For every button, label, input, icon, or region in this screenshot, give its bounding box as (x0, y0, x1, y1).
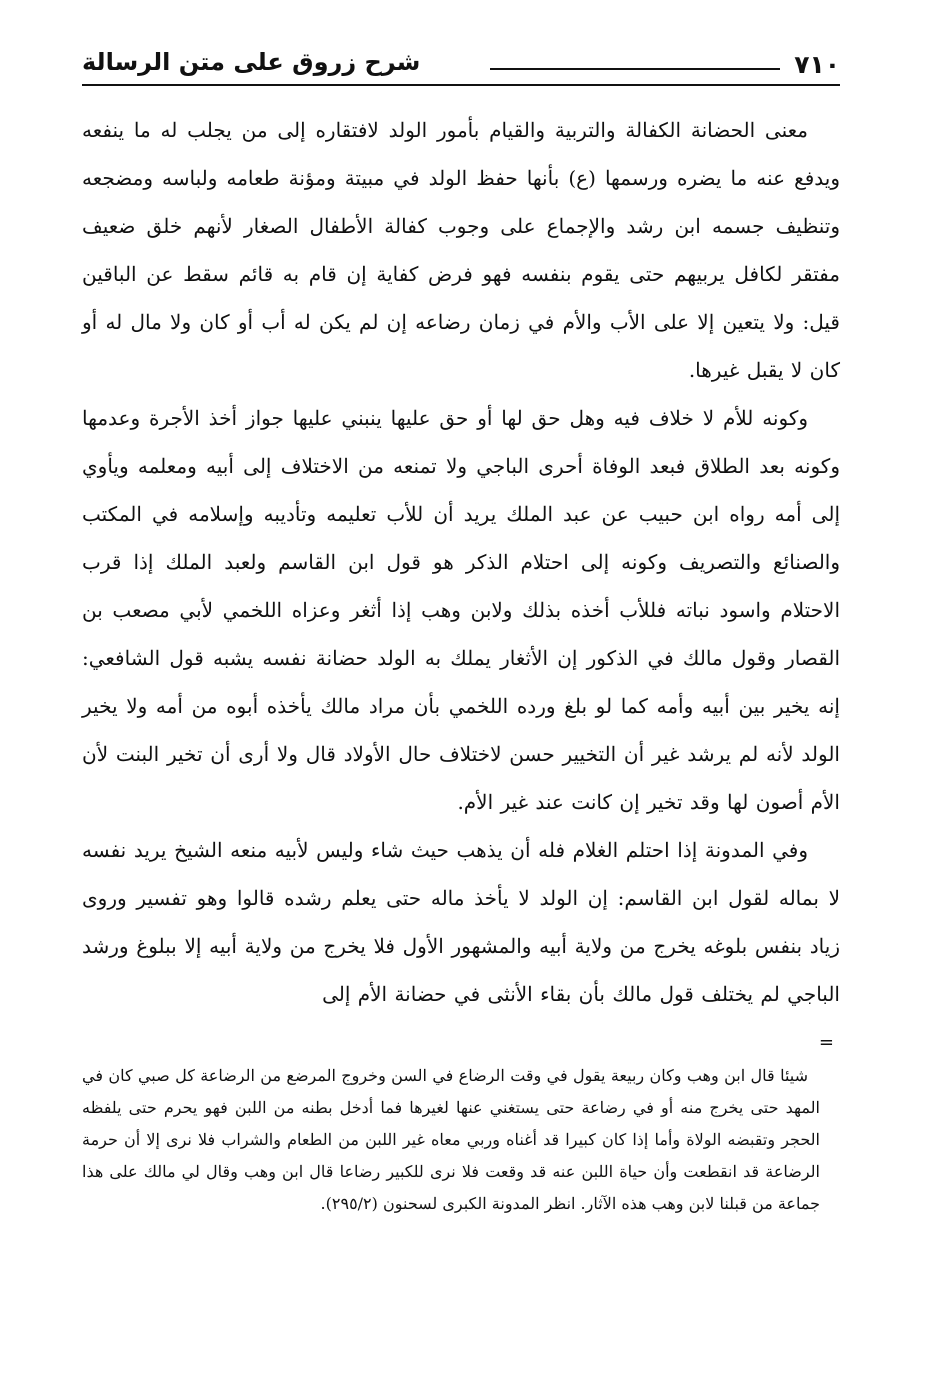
footnote-separator (82, 1032, 840, 1053)
header-rule (490, 68, 780, 70)
main-text (82, 106, 840, 1018)
footnote: شيئا قال ابن وهب وكان ربيعة يقول في وقت الرضاع في السن وخروج المرضع من الرضاعة كل صبي كان في المهد حتى يخرج منه أو في رضاعة حتى يستغني عنها لغيرها فما أدخل بطنه من اللبن فهو يحرم حتى يلفظه الحجر وتقبضه الولاة وأما إذا كان كبيرا قد أغناه وربي معاه غير اللبن من الطعام والشراب فلا نرى إلا أن حرمة الرضاعة قد انقطعت وأن حياة اللبن عنه قد وقعت فلا نرى للكبير رضاعا قال ابن وهب وقال لي مالك على هذا جماعة من قبلنا لابن وهب هذه الآثار. انظر المدونة الكبرى لسحنون (٢٩٥/٢). (82, 1066, 820, 1213)
paragraph: وفي المدونة إذا احتلم الغلام فله أن يذهب حيث شاء وليس لأبيه منعه الشيخ يريد نفسه لا بماله لقول ابن القاسم: إن الولد لا يأخذ ماله حتى يعلم رشده قالوا وهو تفسير وروى زياد بنفس بلوغه يخرج من ولاية أبيه والمشهور الأول فلا يخرج من ولاية أبيه إلا ببلوغ ورشد الباجي لم يختلف قول مالك بأن بقاء الأنثى في حضانة الأم إلى (82, 838, 840, 1006)
page-number: ٧١٠ (794, 50, 840, 79)
page-header (82, 40, 840, 86)
footnote-continuation-marker: = (818, 1032, 832, 1053)
book-page (82, 40, 840, 1340)
paragraph: معنى الحضانة الكفالة والتربية والقيام بأمور الولد لافتقاره إلى من يجلب له ما ينفعه ويدفع عنه ما يضره ورسمها (ع) بأنها حفظ الولد في مبيتة ومؤنة طعامه ولباسه ومضجعه وتنظيف جسمه ابن رشد والإجماع على وجوب كفالة الأطفال الصغار لأنهم خلق ضعيف مفتقر لكافل يربيهم حتى يقوم بنفسه فهو فرض كفاية إن قام به قائم سقط عن الباقين قيل: ولا يتعين إلا على الأب والأم في زمان رضاعه إن لم يكن له أب أو كان ولا مال له أو كان لا يقبل غيرها. (82, 118, 840, 382)
running-title: شرح زروق على متن الرسالة (82, 48, 421, 76)
header-divider (82, 85, 840, 86)
paragraph: وكونه للأم لا خلاف فيه وهل حق لها أو حق عليها ينبني عليها جواز أخذ الأجرة وعدمها وكونه بعد الطلاق فبعد الوفاة أحرى الباجي ولا تمنعه من الاختلاف إلى أبيه ومعلمه ويأوي إلى أمه رواه ابن حبيب عن عبد الملك يريد أن للأب تعليمه وتأديبه وإسلامه في المكتب والصنائع والتصريف وكونه إلى احتلام الذكر هو قول ابن القاسم ولعبد الملك إذا قرب الاحتلام واسود نباته فللأب أخذه بذلك ولابن وهب إذا أثغر وعزاه اللخمي لأبي مصعب بن القصار وقول مالك في الذكور إن الأثغار يملك به الولد حضانة نفسه يشبه قول الشافعي: إنه يخير بين أبيه وأمه كما لو بلغ ورده اللخمي بأن مراد مالك يأخذه أبوه من أمه ولا يخير الولد لأنه لم يرشد غير أن التخيير حسن لاختلاف حال الأولاد قال ولا أرى أن تخير البنت لأن الأم أصون لها وقد تخير إن كانت عند غير الأم. (82, 406, 841, 814)
